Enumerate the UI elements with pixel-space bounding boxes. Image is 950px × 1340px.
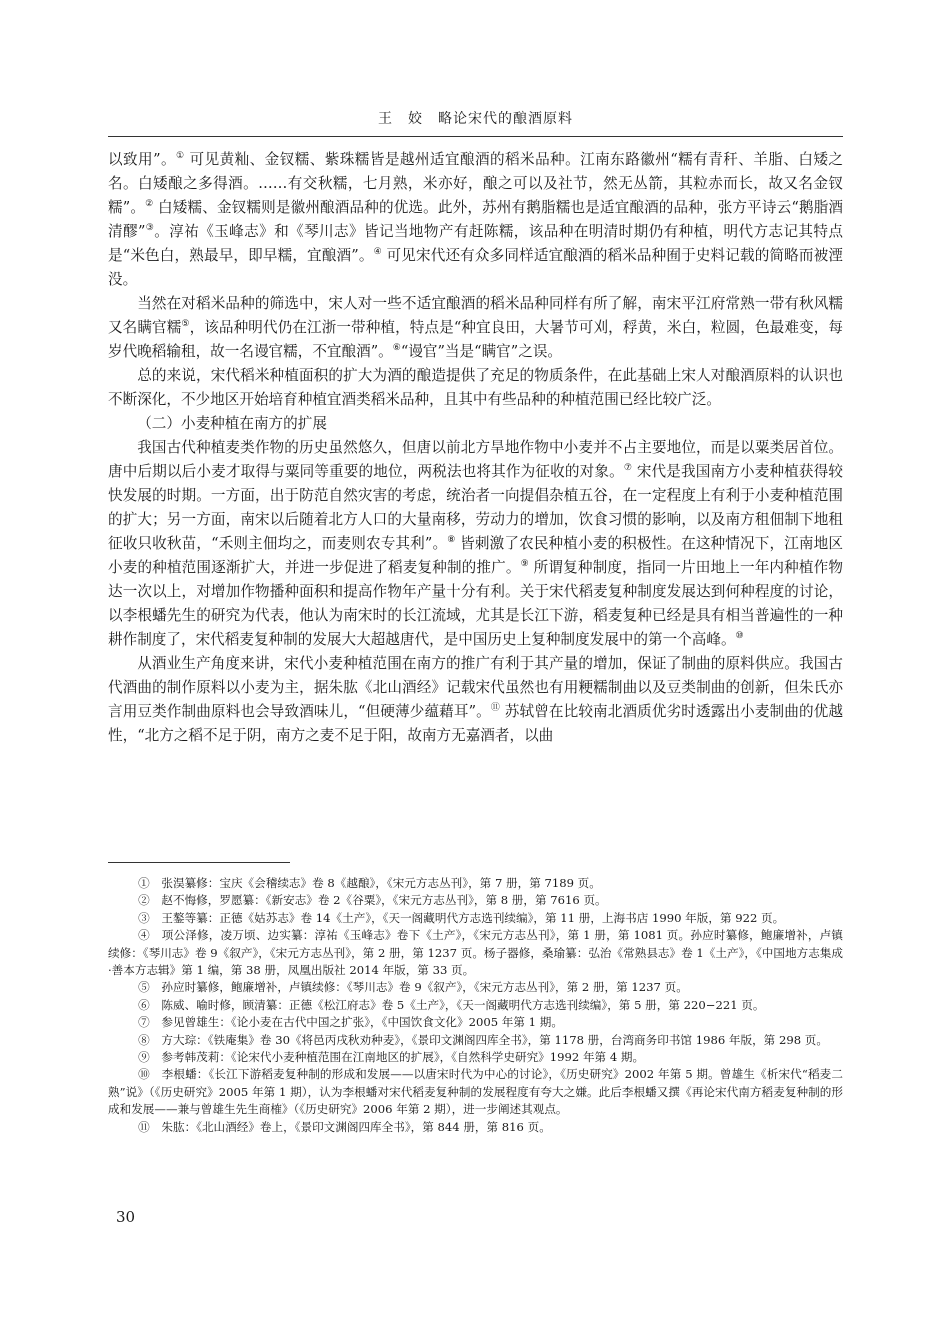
paragraph-text: ，该品种明代仍在江浙一带种植，特点是“种宜良田，大暑节可刈，稃黄，米白，粒圆，色最难变，每岁代晚稻输租，故一名谩官糯，不宜酿酒”。 xyxy=(108,319,843,360)
footnote-ref: ⑤ xyxy=(181,319,190,330)
paragraph-text: 宋代是我国南方小麦种植获得较快发展的时期。一方面，出于防范自然灾害的考虑，统治者一向提倡杂植五谷，在一定程度上有利于小麦种植范围的扩大；另一方面，南宋以后随着北方人口的大量南移，劳动力的增加，饮食习惯的影响，以及南方租佃制下地租征收只收秋苗，“禾则主佃均之，而麦则农专其利”。 xyxy=(108,463,843,552)
footnote-text: 王鏊等纂：正德《姑苏志》卷 14《土产》，《天一阁藏明代方志选刊续编》，第 11 册，上海书店 1990 年版，第 922 页。 xyxy=(161,910,785,925)
paragraph-text: “谩官”当是“瞒官”之误。 xyxy=(400,343,563,360)
paragraph-text: 从酒业生产角度来讲，宋代小麦种植范围在南方的推广有利于其产量的增加，保证了制曲的原料供应。我国古代酒曲的制作原料以小麦为主，据朱肱《北山酒经》记载宋代虽然也有用粳糯制曲以及豆类制曲的创新，但朱氏亦言用豆类作制曲原料也会导致酒味儿，“但硬薄少蕴藉耳”。 xyxy=(108,655,843,720)
footnote-ref: ⑦ xyxy=(623,463,633,474)
paragraph-p4 xyxy=(108,412,843,436)
footnote-text: 陈威、喻时修，顾清纂：正德《松江府志》卷 5《土产》，《天一阁藏明代方志选刊续编》，第 5 册，第 220−221 页。 xyxy=(161,997,765,1012)
footnote-item xyxy=(108,910,843,927)
footnote-mark: ① xyxy=(138,876,150,890)
footnote-text: 方大琮：《铁庵集》卷 30《将邑丙戌秋劝种麦》，《景印文渊阁四库全书》，第 1178 册，台湾商务印书馆 1986 年版，第 298 页。 xyxy=(161,1032,828,1047)
footnote-text: 赵不悔修，罗愿纂：《新安志》卷 2《谷粟》，《宋元方志丛刊》，第 8 册，第 7616 页。 xyxy=(161,893,607,908)
footnote-text: 朱肱：《北山酒经》卷上，《景印文渊阁四库全书》，第 844 册，第 816 页。 xyxy=(161,1119,551,1134)
footnote-mark: ⑪ xyxy=(138,1119,150,1134)
footnote-item xyxy=(108,1066,843,1118)
footnote-mark: ⑥ xyxy=(138,997,150,1012)
footnote-ref: ⑧ xyxy=(447,535,456,546)
paragraph-text: 苏轼曾在比较南北酒质优劣时透露出小麦制曲的优越性，“北方之稻不足于阴，南方之麦不足于阳，故南方无嘉酒者，以曲 xyxy=(108,703,843,744)
paragraph-p3 xyxy=(108,364,843,412)
paragraph-p1 xyxy=(108,148,843,292)
footnote-mark: ⑤ xyxy=(138,980,150,995)
footnotes xyxy=(108,875,843,1136)
paragraph-text: 可见宋代还有众多同样适宜酿酒的稻米品种囿于史料记载的简略而被湮没。 xyxy=(108,247,843,288)
footnote-text: 参见曾雄生：《论小麦在古代中国之扩张》，《中国饮食文化》2005 年第 1 期。 xyxy=(161,1015,563,1030)
footnote-item xyxy=(108,1049,843,1066)
footnote-ref: ⑩ xyxy=(735,631,744,642)
footnote-mark: ⑨ xyxy=(138,1050,150,1065)
footnote-ref: ③ xyxy=(145,223,155,234)
footnote-item xyxy=(108,927,843,979)
footnote-item xyxy=(108,979,843,996)
paragraph-text: 所谓复种制度，指同一片田地上一年内种植作物达一次以上，对增加作物播种面积和提高作物年产量十分有利。关于宋代稻麦复种制度发展达到何种程度的讨论，以李根蟠先生的研究为代表，他认为南宋时的长江流域，尤其是长江下游，稻麦复种已经是具有相当普遍性的一种耕作制度了，宋代稻麦复种制的发展大大超越唐代，是中国历史上复种制度发展中的第一个高峰。 xyxy=(108,559,843,648)
paragraph-text: 可见黄籼、金钗糯、紫珠糯皆是越州适宜酿酒的稻米品种。江南东路徽州“糯有青秆、羊脂、白矮之名。白矮酿之多得酒。……有交秋糯，七月熟，米亦好，酿之可以及社节，然无丛箭，其粒赤而长，故又名金钗糯”。 xyxy=(108,151,843,216)
footnote-mark: ⑦ xyxy=(138,1015,150,1030)
paragraph-text: 当然在对稻米品种的筛选中，宋人对一些不适宜酿酒的稻米品种同样有所了解，南宋平江府常熟一带有秋风糯又名瞒官糯 xyxy=(108,295,843,336)
footnote-ref: ② xyxy=(145,199,154,210)
footnote-mark: ⑩ xyxy=(138,1067,150,1082)
paragraph-p2 xyxy=(108,292,843,364)
footnote-text: 李根蟠：《长江下游稻麦复种制的形成和发展——以唐宋时代为中心的讨论》，《历史研究》2002 年第 5 期。曾雄生《析宋代“稻麦二熟”说》（《历史研究》2005 年第 1 期），认为李根蟠对宋代稻麦复种制的发展程度有夸大之嫌。此后李根蟠又撰《再论宋代南方稻麦复种制的形成和发展——兼与曾雄生先生商榷》（《历史研究》2006 年第 2 期），进一步阐述其观点。 xyxy=(108,1067,843,1117)
footnote-item xyxy=(108,1014,843,1031)
body-text xyxy=(108,148,843,748)
footnote-text: 张淏纂修：宝庆《会稽续志》卷 8《越酿》，《宋元方志丛刊》，第 7 册，第 7189 页。 xyxy=(161,876,601,890)
footnote-item xyxy=(108,997,843,1014)
footnote-mark: ⑧ xyxy=(138,1032,150,1047)
footnote-mark: ④ xyxy=(138,928,150,943)
footnote-text: 项公泽修，凌万顷、边实纂：淳祐《玉峰志》卷下《土产》，《宋元方志丛刊》，第 1 册，第 1081 页。孙应时纂修，鲍廉增补，卢镇续修：《琴川志》卷 9《叙产》，《宋元方志丛刊》，第 2 册，第 1237 页。杨子器修，桑瑜纂：弘治《常熟县志》卷 1《土产》，《中国地方志集成·善本方志辑》第 1 编，第 38 册，凤凰出版社 2014 年版，第 33 页。 xyxy=(108,928,843,978)
footnote-text: 参考韩茂莉：《论宋代小麦种植范围在江南地区的扩展》，《自然科学史研究》1992 年第 4 期。 xyxy=(161,1050,645,1065)
footnote-item xyxy=(108,892,843,909)
footnote-item xyxy=(108,875,843,892)
footnote-text: 孙应时纂修，鲍廉增补，卢镇续修：《琴川志》卷 9《叙产》，《宋元方志丛刊》，第 2 册，第 1237 页。 xyxy=(161,980,688,995)
footnote-item xyxy=(108,1119,843,1136)
paragraph-text: 皆刺激了农民种植小麦的积极性。在这种情况下，江南地区小麦的种植范围逐渐扩大，并进一步促进了稻麦复种制的推广。 xyxy=(108,535,843,576)
paragraph-p6 xyxy=(108,652,843,748)
footnote-ref: ⑨ xyxy=(520,559,529,570)
footnote-item xyxy=(108,1032,843,1049)
paragraph-text: 以致用”。 xyxy=(108,151,176,168)
footnote-ref: ① xyxy=(175,151,185,162)
paragraph-text: 。淳祐《玉峰志》和《琴川志》皆记当地物产有赶陈糯，该品种在明清时期仍有种植，明代方志记其特点是“米色白，熟最早，即早糯，宜酿酒”。 xyxy=(108,223,843,264)
footnote-ref: ④ xyxy=(373,247,382,258)
header-rule xyxy=(108,136,843,137)
running-header: 王 姣 略论宋代的酿酒原料 xyxy=(378,111,573,127)
footnote-separator xyxy=(108,862,290,863)
paragraph-text: 我国古代种植麦类作物的历史虽然悠久，但唐以前北方旱地作物中小麦并不占主要地位，而是以粟类居首位。唐中后期以后小麦才取得与粟同等重要的地位，两税法也将其作为征收的对象。 xyxy=(108,439,843,480)
footnote-mark: ③ xyxy=(138,910,150,925)
paragraph-text: 总的来说，宋代稻米种植面积的扩大为酒的酿造提供了充足的物质条件，在此基础上宋人对酿酒原料的认识也不断深化，不少地区开始培育种植宜酒类稻米品种，且其中有些品种的种植范围已经比较广泛。 xyxy=(108,367,843,408)
paragraph-text: （二）小麦种植在南方的扩展 xyxy=(137,415,327,432)
paragraph-text: 白矮糯、金钗糯则是徽州酿酒品种的优选。此外，苏州有鹅脂糯也是适宜酿酒的品种，张方平诗云“鹅脂酒清醪” xyxy=(108,199,843,240)
footnote-mark: ② xyxy=(138,893,150,908)
footnote-ref: ⑪ xyxy=(490,703,501,714)
page-number: 30 xyxy=(116,1208,136,1226)
footnote-ref: ⑥ xyxy=(392,343,401,354)
paragraph-p5 xyxy=(108,436,843,652)
